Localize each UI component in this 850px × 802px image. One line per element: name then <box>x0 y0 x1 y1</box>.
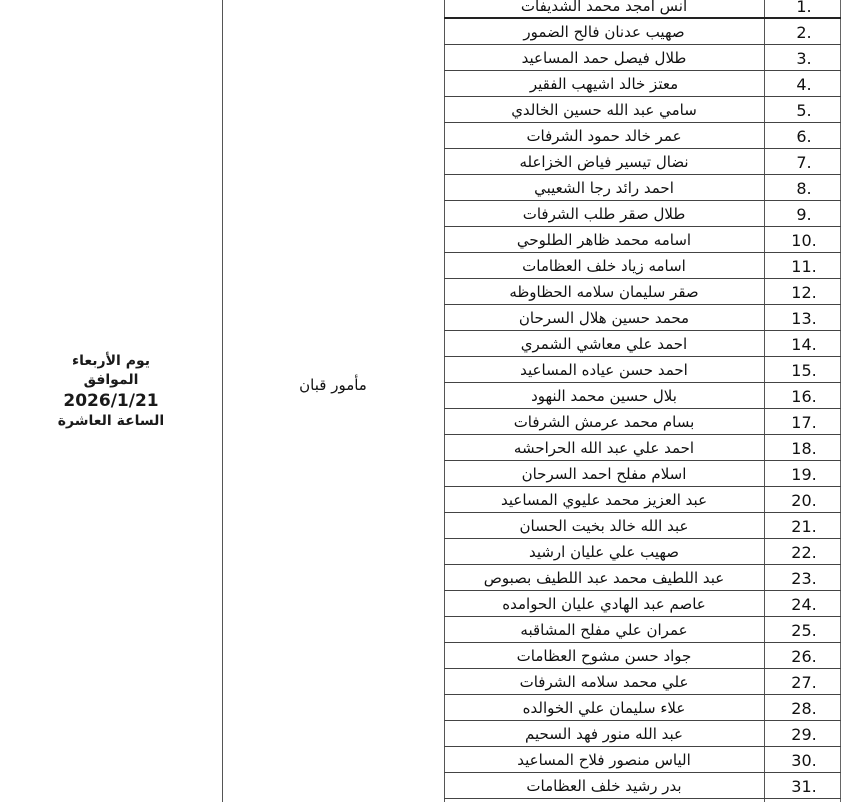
row-number: 14. <box>791 335 817 354</box>
row-number: 22. <box>791 543 817 562</box>
participant-name: الياس منصور فلاح المساعيد <box>517 751 691 769</box>
participant-name: بلال حسين محمد النهود <box>531 387 677 405</box>
row-number: 4. <box>796 75 812 94</box>
table-row <box>444 747 841 773</box>
table-row <box>444 201 841 227</box>
row-number: 27. <box>791 673 817 692</box>
table-row <box>444 123 841 149</box>
participant-name: اسامه محمد ظاهر الطلوحي <box>516 231 692 249</box>
row-number: 28. <box>791 699 817 718</box>
names-table <box>444 0 841 802</box>
table-row <box>444 461 841 487</box>
table-row <box>444 45 841 71</box>
participant-name: صهيب عدنان فالح الضمور <box>523 23 685 41</box>
table-row <box>444 721 841 747</box>
participant-name: نضال تيسير فياض الخزاعله <box>519 153 689 171</box>
column-divider-date <box>222 0 223 802</box>
participant-name: عبد الله منور فهد السحيم <box>525 725 683 743</box>
session-day: يوم الأربعاء <box>71 353 151 369</box>
table-row <box>444 643 841 669</box>
participant-name: عاصم عبد الهادي عليان الحوامده <box>502 595 706 613</box>
participant-name: عمران علي مفلح المشاقبه <box>520 621 688 639</box>
participant-name: معتز خالد اشيهب الفقير <box>529 75 679 93</box>
participant-name: عمر خالد حمود الشرفات <box>526 127 682 145</box>
table-row <box>444 383 841 409</box>
participant-name: اسامه زياد خلف العظامات <box>522 257 686 275</box>
session-corresponding: الموافق <box>83 372 139 388</box>
row-number: 17. <box>791 413 817 432</box>
participant-name: عبد العزيز محمد عليوي المساعيد <box>500 491 708 509</box>
session-info <box>0 352 222 431</box>
table-row <box>444 331 841 357</box>
row-number: 8. <box>796 179 812 198</box>
table-row <box>444 695 841 721</box>
row-number: 3. <box>796 49 812 68</box>
table-row <box>444 227 841 253</box>
table-row <box>444 435 841 461</box>
row-number: 15. <box>791 361 817 380</box>
table-row <box>444 305 841 331</box>
participant-name: بسام محمد عرمش الشرفات <box>513 413 695 431</box>
participant-name: طلال فيصل حمد المساعيد <box>521 49 687 67</box>
table-row <box>444 513 841 539</box>
participant-name: جواد حسن مشوح العظامات <box>516 647 692 665</box>
participant-name: اسلام مفلح احمد السرحان <box>521 465 687 483</box>
table-row <box>444 565 841 591</box>
table-row <box>444 617 841 643</box>
table-row <box>444 773 841 799</box>
participant-name: علاء سليمان علي الخوالده <box>522 699 686 717</box>
table-row <box>444 97 841 123</box>
participant-name: محمد حسين هلال السرحان <box>518 309 690 327</box>
row-number: 18. <box>791 439 817 458</box>
table-row <box>444 0 841 19</box>
row-number: 20. <box>791 491 817 510</box>
session-date: 2026/1/21 <box>63 391 159 411</box>
row-number: 29. <box>791 725 817 744</box>
participant-name: عبد اللطيف محمد عبد اللطيف بصبوص <box>483 569 725 587</box>
participant-name: احمد علي عبد الله الحراحشه <box>513 439 695 457</box>
row-number: 5. <box>796 101 812 120</box>
participant-name: بدر رشيد خلف العظامات <box>526 777 682 795</box>
row-number: 25. <box>791 621 817 640</box>
row-number: 23. <box>791 569 817 588</box>
table-row <box>444 539 841 565</box>
table-row <box>444 175 841 201</box>
session-time: الساعة العاشرة <box>57 413 165 429</box>
row-number: 16. <box>791 387 817 406</box>
participant-name: احمد علي معاشي الشمري <box>520 335 688 353</box>
session-location: مأمور قبان <box>299 376 367 394</box>
row-number: 11. <box>791 257 817 276</box>
row-number: 10. <box>791 231 817 250</box>
participant-name: صهيب علي عليان ارشيد <box>528 543 680 561</box>
table-row <box>444 357 841 383</box>
row-number: 2. <box>796 23 812 42</box>
table-row <box>444 669 841 695</box>
participant-name: طلال صقر طلب الشرفات <box>522 205 686 223</box>
participant-name: علي محمد سلامه الشرفات <box>519 673 689 691</box>
table-row <box>444 71 841 97</box>
participant-name: سامي عبد الله حسين الخالدي <box>511 101 697 119</box>
row-number: 1. <box>796 0 812 16</box>
row-number: 9. <box>796 205 812 224</box>
row-number: 19. <box>791 465 817 484</box>
participant-name: احمد حسن عياده المساعيد <box>520 361 688 379</box>
row-number: 30. <box>791 751 817 770</box>
row-number: 13. <box>791 309 817 328</box>
row-number: 7. <box>796 153 812 172</box>
row-number: 31. <box>791 777 817 796</box>
table-row <box>444 279 841 305</box>
participant-name: عبد الله خالد بخيت الحسان <box>519 517 689 535</box>
table-row <box>444 149 841 175</box>
table-row <box>444 591 841 617</box>
table-row <box>444 253 841 279</box>
table-row <box>444 19 841 45</box>
row-number: 21. <box>791 517 817 536</box>
table-row <box>444 487 841 513</box>
row-number: 12. <box>791 283 817 302</box>
participant-name: صقر سليمان سلامه الحظاوظه <box>509 283 699 301</box>
row-number: 24. <box>791 595 817 614</box>
table-row <box>444 409 841 435</box>
participant-name: احمد رائد رجا الشعيبي <box>534 179 674 197</box>
row-number: 26. <box>791 647 817 666</box>
participant-name: انس امجد محمد الشديفات <box>520 0 688 15</box>
row-number: 6. <box>796 127 812 146</box>
